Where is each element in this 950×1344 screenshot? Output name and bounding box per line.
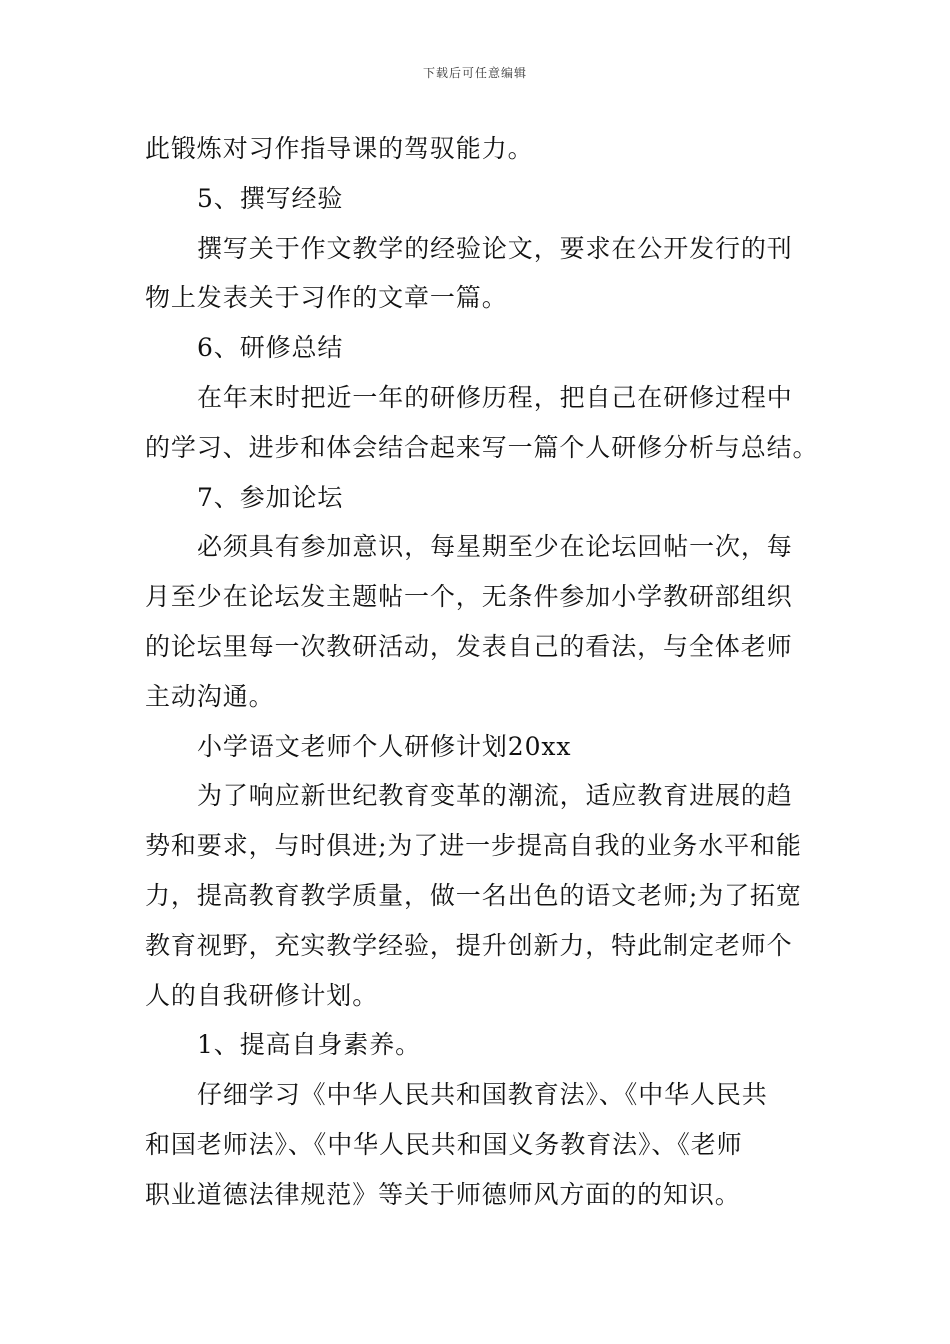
document-body xyxy=(145,124,819,1220)
text-line-15: 势和要求，与时俱进;为了进一步提高自我的业务水平和能 xyxy=(145,831,802,861)
text-line-20: 仔细学习《中华人民共和国教育法》、《中华人民共 xyxy=(197,1080,768,1110)
text-line-21: 和国老师法》、《中华人民共和国义务教育法》、《老师 xyxy=(145,1129,743,1159)
section-heading-6: 6、研修总结 xyxy=(197,333,344,363)
text-line-12: 主动沟通。 xyxy=(145,681,275,711)
section-heading-5: 5、撰写经验 xyxy=(197,183,344,213)
text-line-7: 的学习、进步和体会结合起来写一篇个人研修分析与总结。 xyxy=(145,432,819,462)
text-line-1: 此锻炼对习作指导课的驾驭能力。 xyxy=(145,134,534,163)
text-line-4: 物上发表关于习作的文章一篇。 xyxy=(145,283,508,313)
text-line-18: 人的自我研修计划。 xyxy=(145,980,379,1010)
text-line-22: 职业道德法律规范》等关于师德师风方面的的知识。 xyxy=(145,1179,741,1209)
page-header-note: 下载后可任意编辑 xyxy=(422,66,527,80)
text-line-17: 教育视野，充实教学经验，提升创新力，特此制定老师个 xyxy=(145,930,793,960)
text-line-3: 撰写关于作文教学的经验论文，要求在公开发行的刊 xyxy=(197,233,793,263)
section-heading-1: 1、提高自身素养。 xyxy=(197,1030,422,1060)
text-line-9: 必须具有参加意识，每星期至少在论坛回帖一次，每 xyxy=(197,532,793,562)
text-line-6: 在年末时把近一年的研修历程，把自己在研修过程中 xyxy=(197,382,793,412)
text-line-11: 的论坛里每一次教研活动，发表自己的看法，与全体老师 xyxy=(145,631,793,661)
text-line-14: 为了响应新世纪教育变革的潮流，适应教育进展的趋 xyxy=(197,781,793,811)
text-line-10: 月至少在论坛发主题帖一个，无条件参加小学教研部组织 xyxy=(145,582,793,612)
plan-title: 小学语文老师个人研修计划20xx xyxy=(197,731,572,761)
section-heading-7: 7、参加论坛 xyxy=(197,482,344,512)
text-line-16: 力，提高教育教学质量，做一名出色的语文老师;为了拓宽 xyxy=(145,880,802,910)
